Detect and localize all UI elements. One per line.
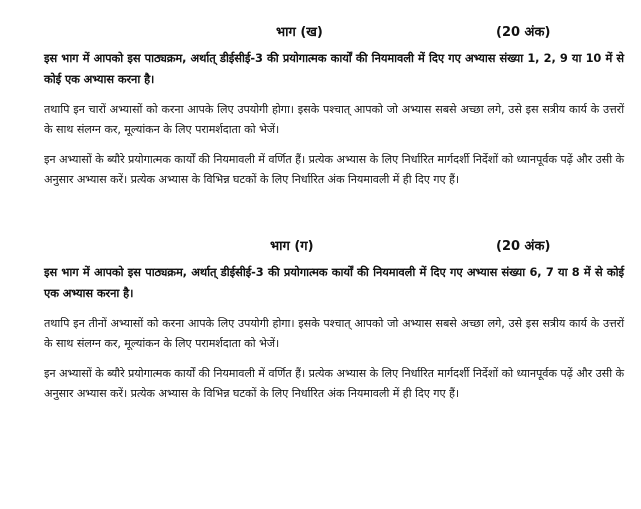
paragraph-usefulness: तथापि इन तीनों अभ्यासों को करना आपके लिए उपयोगी होगा। इसके पश्चात् आपको जो अभ्यास सबसे अच्छा लगे, उसे इस सत्रीय कार्य के उत्तरों के साथ संलग्न कर, मूल्यांकन के लिए परामर्शदाता को भेजें।: [44, 317, 624, 350]
part-marks: (20 अंक): [496, 25, 551, 40]
section-header: [44, 236, 624, 260]
part-title: भाग (ग): [270, 239, 314, 254]
paragraph-details: इन अभ्यासों के ब्यौरे प्रयोगात्मक कार्यों की नियमावली में वर्णित हैं। प्रत्येक अभ्यास के लिए निर्धारित मार्गदर्शी निर्देशों को ध्यानपूर्वक पढ़ें और उसी के अनुसार अभ्यास करें। प्रत्येक अभ्यास के विभिन्न घटकों के लिए निर्धारित अंक नियमावली में ही दिए गए हैं।: [44, 153, 624, 186]
instruction-text: इस भाग में आपको इस पाठ्यक्रम, अर्थात् डीईसीई-3 की प्रयोगात्मक कार्यों की नियमावली में दिए गए अभ्यास संख्या 1, 2, 9 या 10 में से कोई एक अभ्यास करना है।: [44, 51, 624, 86]
part-marks: (20 अंक): [496, 239, 551, 254]
part-title: भाग (ख): [276, 25, 323, 40]
paragraph-usefulness: तथापि इन चारों अभ्यासों को करना आपके लिए उपयोगी होगा। इसके पश्चात् आपको जो अभ्यास सबसे अच्छा लगे, उसे इस सत्रीय कार्य के उत्तरों के साथ संलग्न कर, मूल्यांकन के लिए परामर्शदाता को भेजें।: [44, 103, 624, 136]
section-part-b: [44, 22, 624, 190]
instruction-text: इस भाग में आपको इस पाठ्यक्रम, अर्थात् डीईसीई-3 की प्रयोगात्मक कार्यों की नियमावली में दिए गए अभ्यास संख्या 6, 7 या 8 में से कोई एक अभ्यास करना है।: [44, 265, 624, 300]
section-header: [44, 22, 624, 46]
paragraph-details: इन अभ्यासों के ब्यौरे प्रयोगात्मक कार्यों की नियमावली में वर्णित हैं। प्रत्येक अभ्यास के लिए निर्धारित मार्गदर्शी निर्देशों को ध्यानपूर्वक पढ़ें और उसी के अनुसार अभ्यास करें। प्रत्येक अभ्यास के विभिन्न घटकों के लिए निर्धारित अंक नियमावली में ही दिए गए हैं।: [44, 367, 624, 400]
section-part-c: [44, 236, 624, 404]
